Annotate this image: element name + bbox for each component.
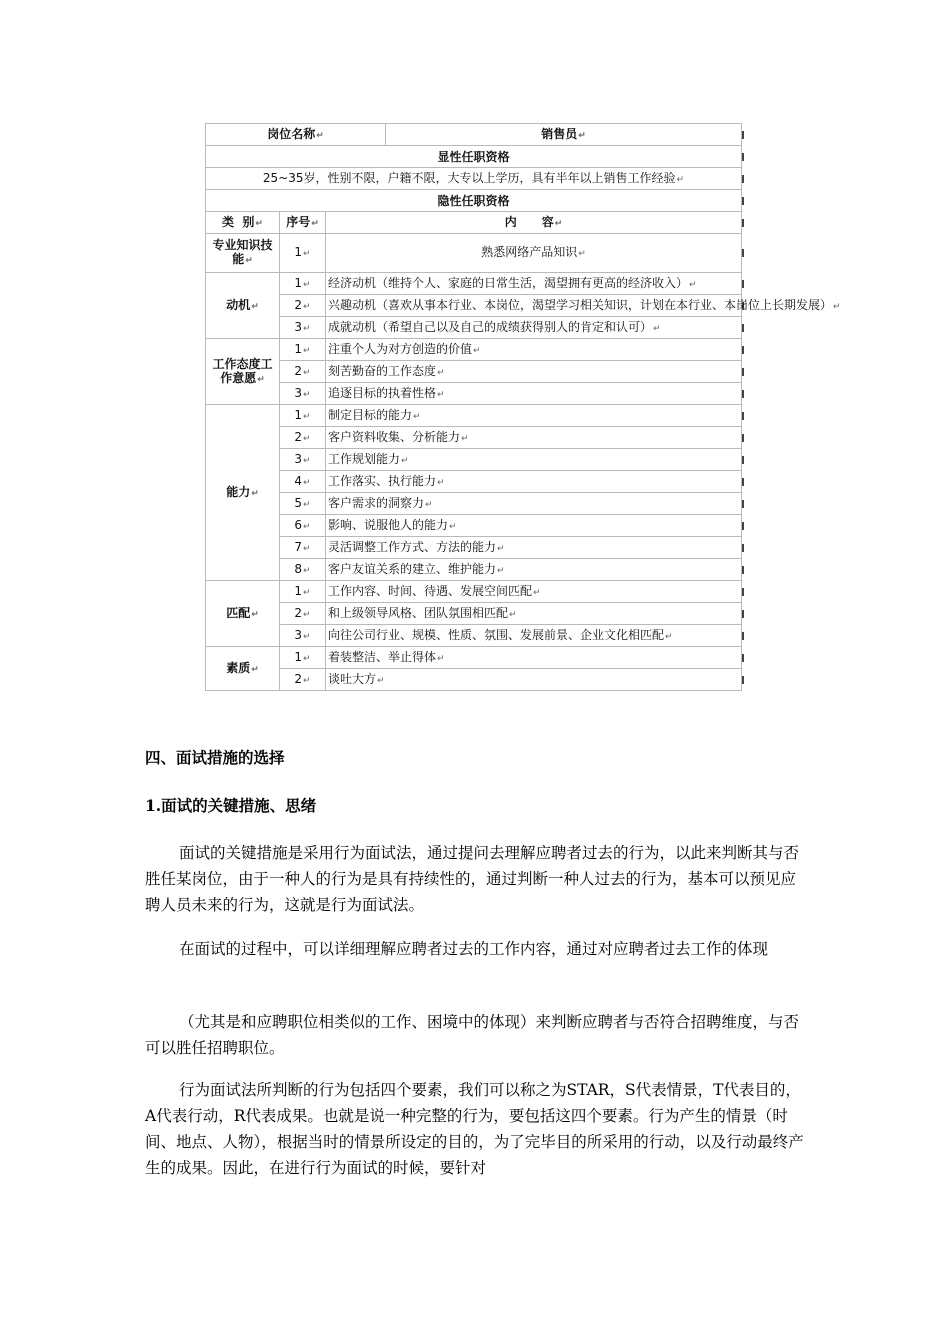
row-number-cell: 5 ↵: [280, 493, 326, 515]
column-header-content: 内 容 ↵: [326, 212, 742, 234]
row-number-cell: 2 ↵: [280, 427, 326, 449]
content-cell: 追逐目标的执着性格 ↵: [326, 383, 742, 405]
paragraph-4: 行为面试法所判断的行为包括四个要素，我们可以称之为STAR，S代表情景，T代表目的，A代表行动，R代表成果。也就是说一种完整的行为，要包括这四个要素。行为产生的情景（时间、地点、人物），根据当时的情景所设定的目的，为了完毕目的所采用的行动，以及行动最终产生的成果。因此，在进行行为面试的时候，要针对: [145, 1081, 804, 1177]
row-number-cell: 1 ↵: [280, 647, 326, 669]
content-cell: 刻苦勤奋的工作态度 ↵: [326, 361, 742, 383]
post-name-label: 岗位名称 ↵: [206, 124, 386, 146]
content-cell: 注重个人为对方创造的价值 ↵: [326, 339, 742, 361]
row-number-cell: 1 ↵: [280, 273, 326, 295]
table-row: [206, 625, 745, 647]
row-number-cell: 2 ↵: [280, 603, 326, 625]
row-number-cell: 1 ↵: [280, 339, 326, 361]
table-row: [206, 295, 745, 317]
table-row: [206, 361, 745, 383]
paragraph-2: 在面试的过程中，可以详细理解应聘者过去的工作内容，通过对应聘者过去工作的体现: [179, 940, 769, 958]
row-number-cell: 8 ↵: [280, 559, 326, 581]
content-cell: 影响、说服他人的能力 ↵: [326, 515, 742, 537]
explicit-qualification-title: 显性任职资格: [206, 146, 742, 168]
table-row: [206, 559, 745, 581]
content-cell: 谈吐大方 ↵: [326, 669, 742, 691]
row-number-cell: 2 ↵: [280, 295, 326, 317]
content-cell: 客户需求的洞察力 ↵: [326, 493, 742, 515]
row-number-cell: 6 ↵: [280, 515, 326, 537]
table-row: [206, 515, 745, 537]
paragraph-1: 面试的关键措施是采用行为面试法，通过提问去理解应聘者过去的行为，以此来判断其与否胜任某岗位，由于一种人的行为是具有持续性的，通过判断一种人过去的行为，基本可以预见应聘人员未来的行为，这就是行为面试法。: [145, 844, 800, 914]
row-number-cell: 3 ↵: [280, 317, 326, 339]
content-cell: 成就动机（希望自己以及自己的成绩获得别人的肯定和认可） ↵: [326, 317, 742, 339]
content-cell: 着装整洁、举止得体 ↵: [326, 647, 742, 669]
content-cell: 和上级领导风格、团队氛围相匹配 ↵: [326, 603, 742, 625]
row-number-cell: 1 ↵: [280, 405, 326, 427]
row-number-cell: 7 ↵: [280, 537, 326, 559]
content-cell: 工作落实、执行能力 ↵: [326, 471, 742, 493]
content-cell: 工作规划能力 ↵: [326, 449, 742, 471]
table-row: [206, 603, 745, 625]
table-row: [206, 669, 745, 691]
row-number-cell: 3 ↵: [280, 449, 326, 471]
row-number-cell: 2 ↵: [280, 361, 326, 383]
table-row: [206, 427, 745, 449]
content-cell: 客户友谊关系的建立、维护能力 ↵: [326, 559, 742, 581]
table-row: [206, 647, 745, 669]
table-row: [206, 339, 745, 361]
content-cell: 灵活调整工作方式、方法的能力 ↵: [326, 537, 742, 559]
table-row: [206, 493, 745, 515]
implicit-qualification-title: 隐性任职资格: [206, 190, 742, 212]
category-cell: 能力 ↵: [206, 405, 280, 581]
category-cell: 专业知识技能 ↵: [206, 234, 280, 273]
section-heading: 四、面试措施的选择: [145, 748, 285, 767]
content-cell: 客户资料收集、分析能力 ↵: [326, 427, 742, 449]
content-cell: 工作内容、时间、待遇、发展空间匹配 ↵: [326, 581, 742, 603]
category-cell: 动机 ↵: [206, 273, 280, 339]
table-row: [206, 234, 745, 273]
qualification-table: [205, 123, 833, 691]
row-number-cell: 1 ↵: [280, 581, 326, 603]
row-number-cell: 3 ↵: [280, 625, 326, 647]
content-cell: 熟悉网络产品知识 ↵: [326, 234, 742, 273]
table-row: [206, 317, 745, 339]
sub-heading: 1.面试的关键措施、思绪: [145, 796, 317, 815]
row-number-cell: 2 ↵: [280, 669, 326, 691]
table-row: [206, 273, 745, 295]
content-cell: 兴趣动机（喜欢从事本行业、本岗位，渴望学习相关知识，计划在本行业、本岗位上长期发展） ↵: [326, 295, 742, 317]
paragraph-3: （尤其是和应聘职位相类似的工作、困境中的体现）来判断应聘者与否符合招聘维度，与否可以胜任招聘职位。: [145, 1013, 800, 1057]
row-number-cell: 4 ↵: [280, 471, 326, 493]
category-cell: 素质 ↵: [206, 647, 280, 691]
table-row: [206, 383, 745, 405]
content-cell: 经济动机（维持个人、家庭的日常生活，渴望拥有更高的经济收入） ↵: [326, 273, 742, 295]
explicit-qualification-text: 25~35岁，性别不限，户籍不限，大专以上学历，具有半年以上销售工作经验 ↵: [206, 168, 742, 190]
column-header-number: 序号 ↵: [280, 212, 326, 234]
table-row: [206, 581, 745, 603]
table-row: [206, 449, 745, 471]
content-cell: 制定目标的能力 ↵: [326, 405, 742, 427]
column-header-category: 类 别 ↵: [206, 212, 280, 234]
post-name-value: 销售员 ↵: [386, 124, 742, 146]
row-number-cell: 3 ↵: [280, 383, 326, 405]
category-cell: 匹配 ↵: [206, 581, 280, 647]
content-cell: 向往公司行业、规模、性质、氛围、发展前景、企业文化相匹配 ↵: [326, 625, 742, 647]
row-number-cell: 1 ↵: [280, 234, 326, 273]
table-row: [206, 537, 745, 559]
table-row: [206, 405, 745, 427]
category-cell: 工作态度工作意愿 ↵: [206, 339, 280, 405]
table-row: [206, 471, 745, 493]
